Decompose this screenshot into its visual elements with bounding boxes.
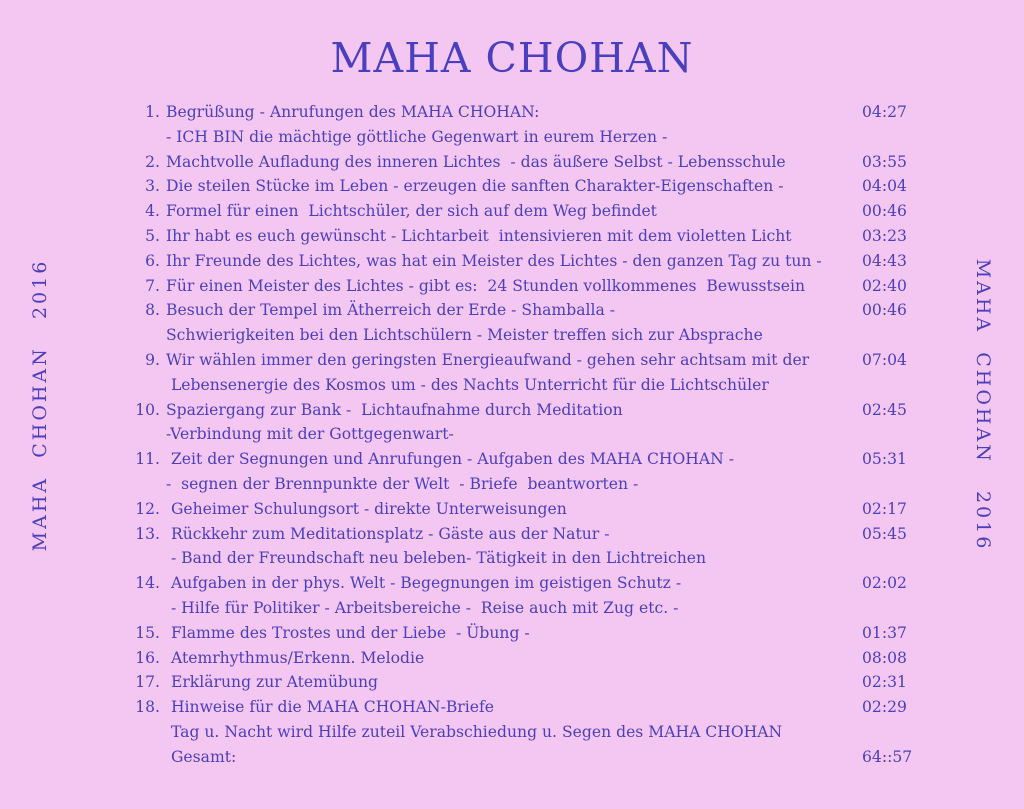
track-title: - Band der Freundschaft neu beleben- Tätigkeit in den Lichtreichen <box>166 549 707 568</box>
track-title: Atemrhythmus/Erkenn. Melodie <box>166 648 425 667</box>
total-label: Gesamt: <box>166 747 237 766</box>
track-row <box>120 447 920 472</box>
track-title: Die steilen Stücke im Leben - erzeugen die sanften Charakter-Eigenschaften - <box>166 177 784 196</box>
track-row <box>120 695 920 720</box>
track-title: - segnen der Brennpunkte der Welt - Briefe beantworten - <box>166 474 639 493</box>
total-row <box>120 745 920 770</box>
track-number: 13. <box>135 524 160 543</box>
track-duration: 02:40 <box>862 276 907 295</box>
track-row <box>120 348 920 373</box>
track-list <box>120 100 920 770</box>
track-title: Geheimer Schulungsort - direkte Unterweisungen <box>166 499 567 518</box>
track-title: Formel für einen Lichtschüler, der sich auf dem Weg befindet <box>166 202 657 221</box>
track-title: Lebensenergie des Kosmos um - des Nachts Unterricht für die Lichtschüler <box>166 375 769 394</box>
total-duration: 64::57 <box>862 747 913 766</box>
track-title: Flamme des Trostes und der Liebe - Übung - <box>166 623 530 642</box>
track-row <box>120 497 920 522</box>
track-duration: 00:46 <box>862 202 907 221</box>
track-duration: 08:08 <box>862 648 907 667</box>
track-title: Ihr habt es euch gewünscht - Lichtarbeit intensivieren mit dem violetten Licht <box>166 226 792 245</box>
track-number: 9. <box>145 350 160 369</box>
track-number: 8. <box>145 301 160 320</box>
track-title: - ICH BIN die mächtige göttliche Gegenwart in eurem Herzen - <box>166 127 668 146</box>
track-number: 17. <box>135 673 160 692</box>
track-title: Erklärung zur Atemübung <box>166 673 379 692</box>
track-duration: 02:02 <box>862 574 907 593</box>
track-title: Für einen Meister des Lichtes - gibt es: 24 Stunden vollkommenes Bewusstsein <box>166 276 806 295</box>
spine-text-left: MAHA CHOHAN 2016 <box>29 258 51 552</box>
track-title: Machtvolle Aufladung des inneren Lichtes - das äußere Selbst - Lebensschule <box>166 152 786 171</box>
track-duration: 02:17 <box>862 499 907 518</box>
track-title: Hinweise für die MAHA CHOHAN-Briefe <box>166 698 494 717</box>
track-row-continuation <box>120 323 920 348</box>
track-number: 15. <box>135 623 160 642</box>
track-row-continuation <box>120 373 920 398</box>
track-row-continuation <box>120 546 920 571</box>
track-row-continuation <box>120 125 920 150</box>
track-number: 16. <box>135 648 160 667</box>
track-title: Rückkehr zum Meditationsplatz - Gäste aus der Natur - <box>166 524 610 543</box>
track-duration: 02:31 <box>862 673 907 692</box>
track-title: Besuch der Tempel im Ätherreich der Erde - Shamballa - <box>166 301 615 320</box>
track-title: -Verbindung mit der Gottgegenwart- <box>166 425 454 444</box>
track-title: - Hilfe für Politiker - Arbeitsbereiche - Reise auch mit Zug etc. - <box>166 598 679 617</box>
track-duration: 07:04 <box>862 350 907 369</box>
track-row-continuation <box>120 596 920 621</box>
track-number: 1. <box>145 103 160 121</box>
track-duration: 00:46 <box>862 301 907 320</box>
track-title: Spaziergang zur Bank - Lichtaufnahme durch Meditation <box>166 400 623 419</box>
track-row <box>120 522 920 547</box>
track-number: 4. <box>145 202 160 221</box>
track-row <box>120 249 920 274</box>
track-row <box>120 150 920 175</box>
track-row <box>120 646 920 671</box>
track-title: Tag u. Nacht wird Hilfe zuteil Verabschiedung u. Segen des MAHA CHOHAN <box>166 722 783 741</box>
track-row <box>120 298 920 323</box>
track-title: Ihr Freunde des Lichtes, was hat ein Meister des Lichtes - den ganzen Tag zu tun - <box>166 251 822 270</box>
track-row <box>120 274 920 299</box>
track-title: Wir wählen immer den geringsten Energieaufwand - gehen sehr achtsam mit der <box>166 350 810 369</box>
album-title: MAHA CHOHAN <box>330 34 694 82</box>
track-row <box>120 100 920 125</box>
track-number: 2. <box>145 152 160 171</box>
track-duration: 02:45 <box>862 400 907 419</box>
track-duration: 02:29 <box>862 698 907 717</box>
track-row-continuation <box>120 472 920 497</box>
track-number: 14. <box>135 574 160 593</box>
track-duration: 04:43 <box>862 251 907 270</box>
track-number: 11. <box>135 450 160 469</box>
track-number: 6. <box>145 251 160 270</box>
track-row <box>120 670 920 695</box>
track-duration: 03:55 <box>862 152 907 171</box>
track-title: Aufgaben in der phys. Welt - Begegnungen im geistigen Schutz - <box>166 574 682 593</box>
track-number: 7. <box>145 276 160 295</box>
track-title: Zeit der Segnungen und Anrufungen - Aufgaben des MAHA CHOHAN - <box>166 450 735 469</box>
track-duration: 05:31 <box>862 450 907 469</box>
track-duration: 03:23 <box>862 226 907 245</box>
track-row <box>120 398 920 423</box>
track-duration: 05:45 <box>862 524 907 543</box>
spine-text-right: MAHA CHOHAN 2016 <box>972 258 994 552</box>
track-title: Begrüßung - Anrufungen des MAHA CHOHAN: <box>166 103 540 121</box>
track-number: 10. <box>135 400 160 419</box>
track-number: 3. <box>145 177 160 196</box>
track-row <box>120 199 920 224</box>
track-row <box>120 224 920 249</box>
track-number: 18. <box>135 698 160 717</box>
track-row <box>120 571 920 596</box>
track-duration: 04:27 <box>862 103 907 121</box>
track-row <box>120 174 920 199</box>
track-title: Schwierigkeiten bei den Lichtschülern - Meister treffen sich zur Absprache <box>166 326 763 345</box>
track-number: 5. <box>145 226 160 245</box>
track-row-continuation <box>120 720 920 745</box>
track-duration: 04:04 <box>862 177 907 196</box>
track-row <box>120 621 920 646</box>
track-duration: 01:37 <box>862 623 907 642</box>
track-row-continuation <box>120 422 920 447</box>
track-number: 12. <box>135 499 160 518</box>
